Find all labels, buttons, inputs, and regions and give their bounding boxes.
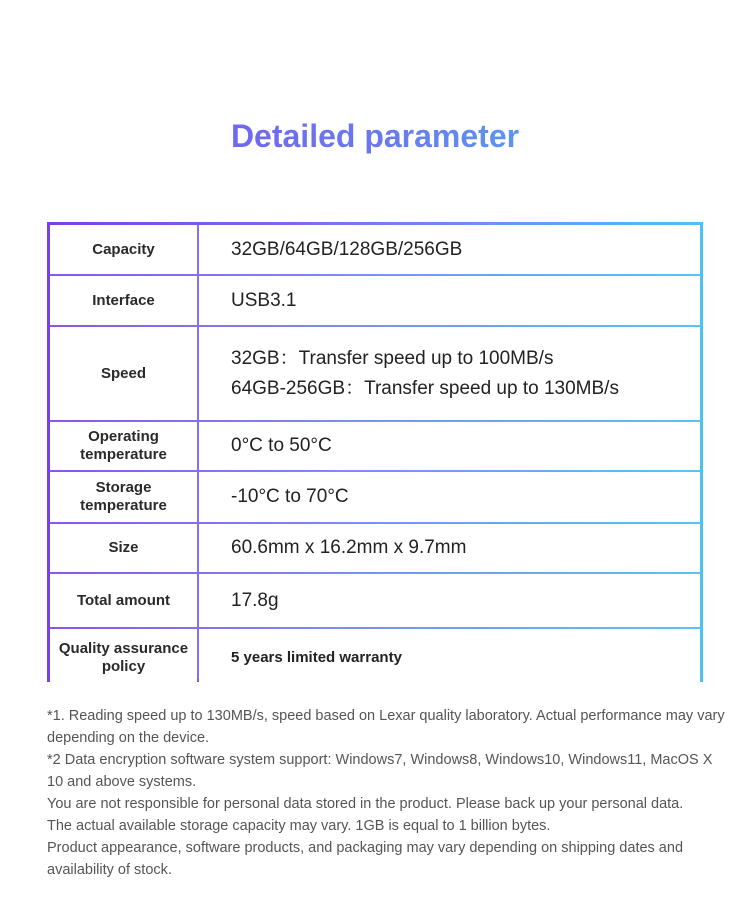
- value-line: USB3.1: [231, 289, 297, 311]
- value-line: 60.6mm x 16.2mm x 9.7mm: [231, 537, 467, 558]
- row-value-quality-assurance: [199, 629, 700, 687]
- value-line: 32GB/64GB/128GB/256GB: [231, 238, 463, 260]
- footnote-4: The actual available storage capacity may vary. 1GB is equal to 1 billion bytes.: [47, 818, 551, 834]
- footnote-5: Product appearance, software products, and packaging may vary depending on shipping dates and availability of stock.: [47, 840, 684, 878]
- row-value-size: [199, 524, 700, 572]
- row-value-capacity: [199, 225, 700, 274]
- value-line: 5 years limited warranty: [231, 649, 402, 666]
- value-line: 32GB：Transfer speed up to 100MB/s: [231, 347, 554, 369]
- row-label-capacity: Capacity: [50, 225, 197, 274]
- row-value-storage-temperature: [199, 472, 700, 522]
- row-value-speed: [199, 327, 700, 420]
- row-label-speed: Speed: [50, 327, 197, 420]
- row-label-size: Size: [50, 524, 197, 572]
- value-line: 0°C to 50°C: [231, 435, 332, 456]
- value-line: -10°C to 70°C: [231, 486, 349, 507]
- row-label-total-amount: Total amount: [50, 574, 197, 627]
- value-line: 17.8g: [231, 589, 279, 611]
- row-label-interface: Interface: [50, 276, 197, 325]
- row-value-interface: [199, 276, 700, 325]
- footnote-1: *1. Reading speed up to 130MB/s, speed based on Lexar quality laboratory. Actual performance may vary depending on the device.: [47, 708, 725, 746]
- parameter-table: [47, 222, 703, 682]
- page-title: Detailed parameter: [0, 114, 750, 158]
- footnotes: [47, 705, 727, 881]
- row-value-total-amount: [199, 574, 700, 627]
- row-label-storage-temperature: Storage temperature: [50, 472, 197, 522]
- footnote-3: You are not responsible for personal data stored in the product. Please back up your personal data.: [47, 796, 684, 812]
- footnote-2: *2 Data encryption software system support: Windows7, Windows8, Windows10, Windows11, MacOS X 10 and above systems.: [47, 752, 713, 790]
- row-value-operating-temperature: [199, 422, 700, 470]
- row-label-operating-temperature: Operating temperature: [50, 422, 197, 470]
- value-line: 64GB-256GB：Transfer speed up to 130MB/s: [231, 377, 619, 399]
- row-label-quality-assurance: Quality assurance policy: [50, 629, 197, 687]
